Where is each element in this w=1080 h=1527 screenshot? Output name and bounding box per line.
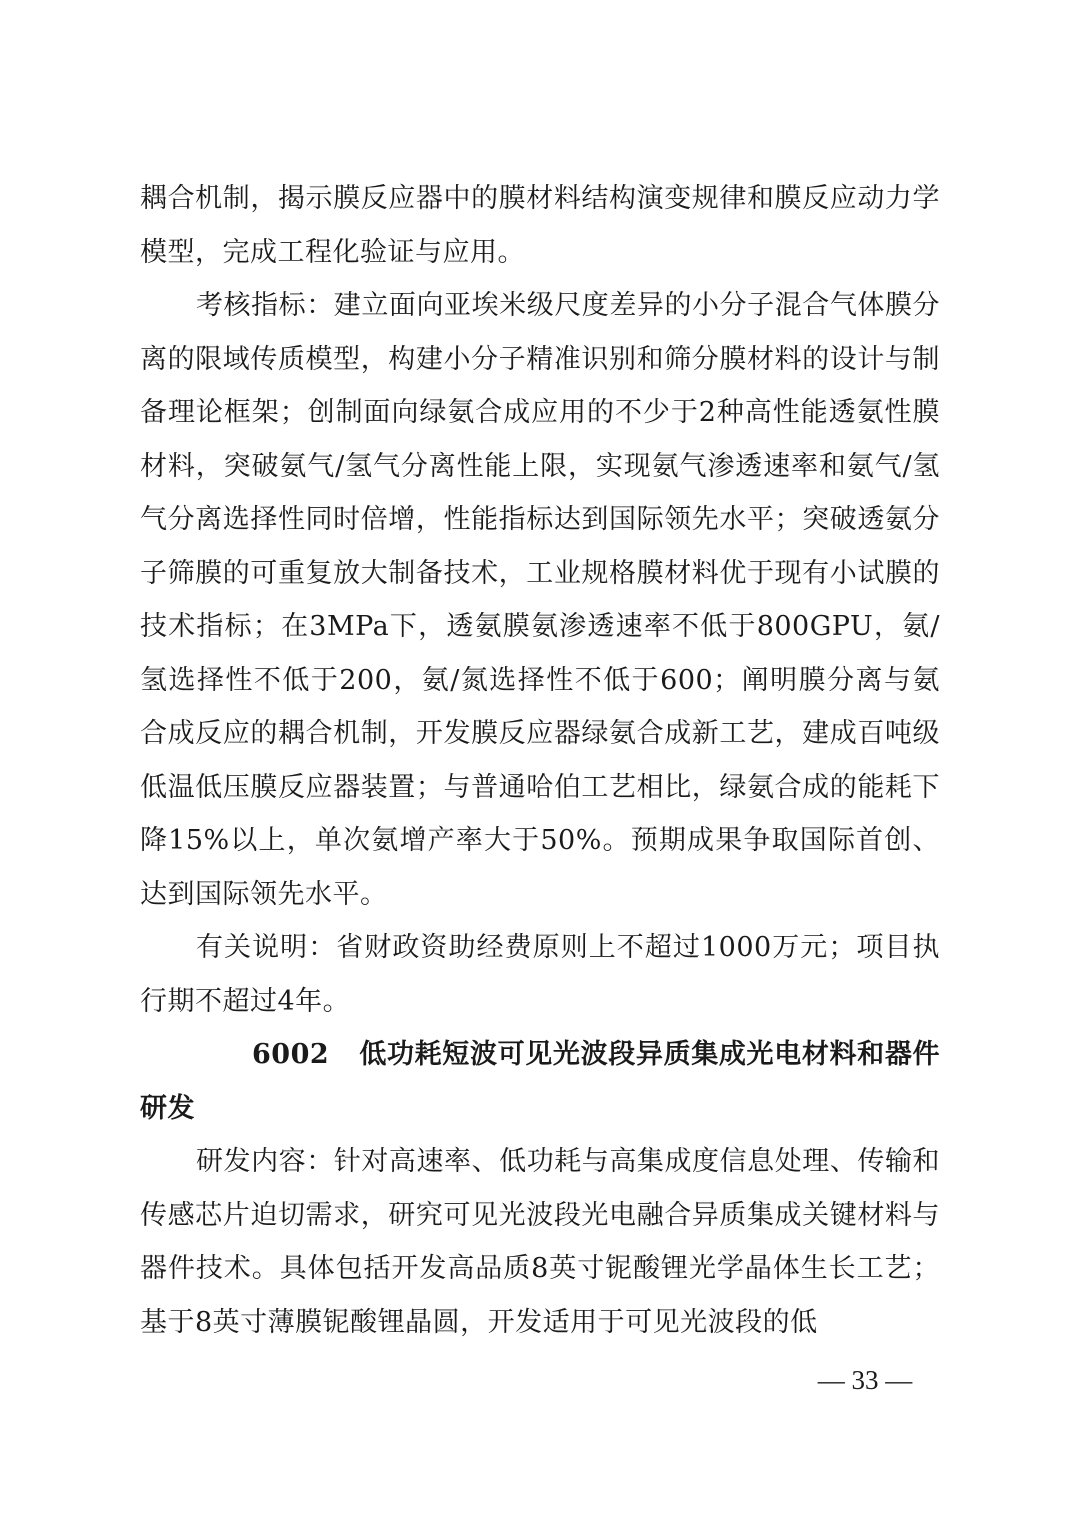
page-number: — 33 — <box>817 1365 913 1395</box>
section-heading <box>140 1028 940 1135</box>
paragraph-research-content: 研发内容：针对高速率、低功耗与高集成度信息处理、传输和传感芯片迫切需求，研究可见光波段光电融合异质集成关键材料与器件技术。具体包括开发高品质8英寸铌酸锂光学晶体生长工艺；基于8英寸薄膜铌酸锂晶圆，开发适用于可见光波段的低 <box>140 1146 940 1338</box>
paragraph-assessment-indicators: 考核指标：建立面向亚埃米级尺度差异的小分子混合气体膜分离的限域传质模型，构建小分子精准识别和筛分膜材料的设计与制备理论框架；创制面向绿氨合成应用的不少于2种高性能透氨性膜材料，突破氨气/氢气分离性能上限，实现氨气渗透速率和氨气/氢气分离选择性同时倍增，性能指标达到国际领先水平；突破透氨分子筛膜的可重复放大制备技术，工业规格膜材料优于现有小试膜的技术指标；在3MPa下，透氨膜氨渗透速率不低于800GPU，氨/氢选择性不低于200，氨/氮选择性不低于600；阐明膜分离与氨合成反应的耦合机制，开发膜反应器绿氨合成新工艺，建成百吨级低温低压膜反应器装置；与普通哈伯工艺相比，绿氨合成的能耗下降15%以上，单次氨增产率大于50%。预期成果争取国际首创、达到国际领先水平。 <box>140 290 940 910</box>
section-code: 6002 <box>252 1039 330 1070</box>
paragraph-related-notes: 有关说明：省财政资助经费原则上不超过1000万元；项目执行期不超过4年。 <box>140 932 940 1017</box>
paragraph-continuation: 耦合机制，揭示膜反应器中的膜材料结构演变规律和膜反应动力学模型，完成工程化验证与应用。 <box>140 183 940 268</box>
section-title: 低功耗短波可见光波段异质集成光电材料和器件研发 <box>140 1039 940 1124</box>
document-body <box>140 172 940 1349</box>
